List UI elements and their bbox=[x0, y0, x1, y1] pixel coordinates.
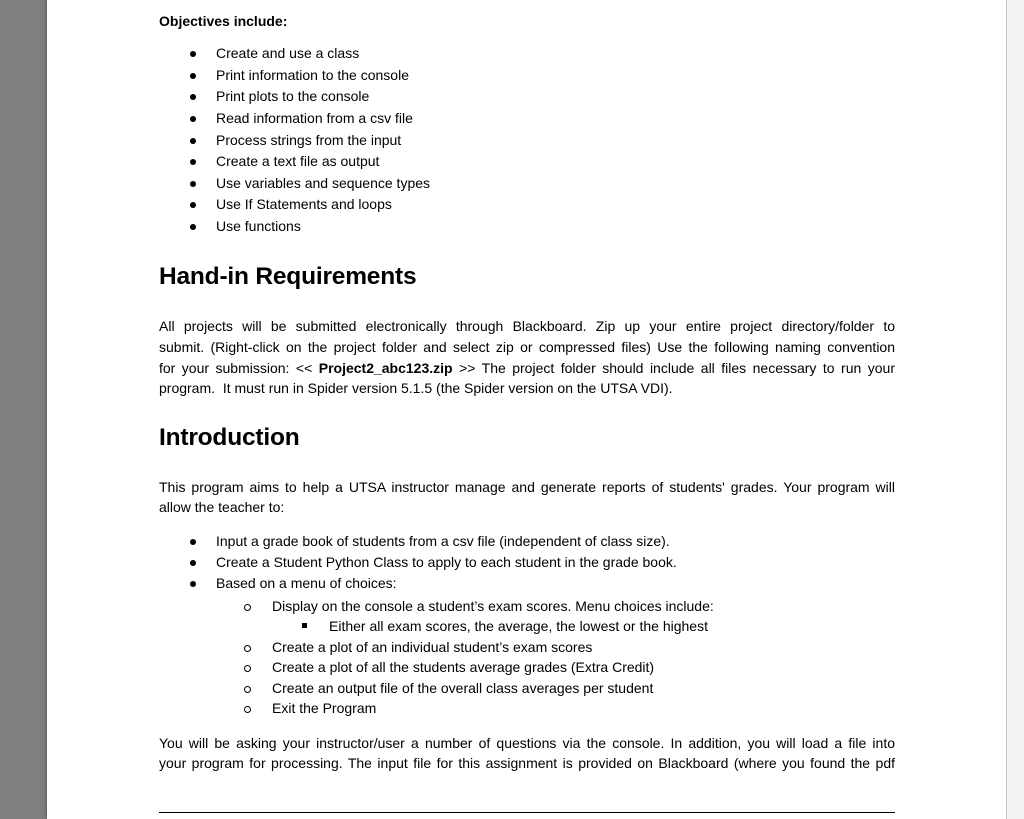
intro-line: This program aims to help a UTSA instructor manage and generate reports of students' grades. Your program will bbox=[159, 479, 895, 495]
sub-list-item-text: Create a plot of all the students average grades (Extra Credit) bbox=[272, 659, 655, 675]
bullet-dot-icon bbox=[190, 560, 196, 566]
sub-list-item-text: Create an output file of the overall class averages per student bbox=[272, 680, 654, 696]
bullet-circle-icon bbox=[244, 706, 251, 713]
introduction-heading: Introduction bbox=[159, 424, 300, 451]
bullet-dot-icon bbox=[190, 539, 196, 545]
bullet-circle-icon bbox=[244, 604, 251, 611]
list-item-text: Process strings from the input bbox=[216, 132, 402, 148]
list-item-text: Based on a menu of choices: bbox=[216, 575, 397, 591]
handin-line-text: for your submission: << bbox=[159, 360, 319, 376]
bullet-dot-icon bbox=[190, 224, 196, 230]
handin-line: All projects will be submitted electronically through Blackboard. Zip up your entire project directory/folder to bbox=[159, 318, 895, 334]
bullet-dot-icon bbox=[190, 51, 196, 57]
bullet-dot-icon bbox=[190, 116, 196, 122]
bullet-dot-icon bbox=[190, 581, 196, 587]
bullet-dot-icon bbox=[190, 159, 196, 165]
handin-line-text: It must run in Spider version 5.1.5 (the Spider version on the UTSA VDI). bbox=[222, 380, 673, 396]
handin-line bbox=[159, 378, 895, 399]
sub-list-item-text: Exit the Program bbox=[272, 700, 377, 716]
list-item-text: Read information from a csv file bbox=[216, 110, 413, 126]
bullet-dot-icon bbox=[190, 94, 196, 100]
handin-line: submit. (Right-click on the project folder and select zip or compressed files) Use the following naming convention bbox=[159, 339, 895, 355]
right-page-edge bbox=[1006, 0, 1024, 819]
list-item-text: Print information to the console bbox=[216, 67, 409, 83]
list-item-text: Create a Student Python Class to apply to each student in the grade book. bbox=[216, 554, 677, 570]
sub-list-item-text: Create a plot of an individual student’s exam scores bbox=[272, 639, 593, 655]
bullet-dot-icon bbox=[190, 202, 196, 208]
bullet-dot-icon bbox=[190, 181, 196, 187]
bullet-circle-icon bbox=[244, 665, 251, 672]
list-item-text: Create a text file as output bbox=[216, 153, 380, 169]
bullet-dot-icon bbox=[190, 138, 196, 144]
sub-sub-list-item-text: Either all exam scores, the average, the lowest or the highest bbox=[329, 618, 708, 634]
handin-heading: Hand-in Requirements bbox=[159, 263, 417, 290]
closing-line: your program for processing. The input file for this assignment is provided on Blackboard (where you found the pdf bbox=[159, 755, 895, 771]
bullet-square-icon bbox=[302, 623, 307, 628]
list-item-text: Create and use a class bbox=[216, 45, 360, 61]
handin-line-text: program. bbox=[159, 380, 216, 396]
list-item-text: Use variables and sequence types bbox=[216, 175, 431, 191]
bullet-circle-icon bbox=[244, 686, 251, 693]
sub-list-item-text: Display on the console a student’s exam scores. Menu choices include: bbox=[272, 598, 714, 614]
list-item-text: Input a grade book of students from a csv file (independent of class size). bbox=[216, 533, 670, 549]
bullet-circle-icon bbox=[244, 645, 251, 652]
handin-line-text: >> The project folder should include all files necessary to run your bbox=[452, 360, 895, 376]
handin-line bbox=[159, 358, 895, 379]
list-item-text: Print plots to the console bbox=[216, 88, 370, 104]
footer-rule bbox=[159, 812, 895, 813]
closing-line: You will be asking your instructor/user a number of questions via the console. In addition, you will load a file into bbox=[159, 735, 895, 751]
list-item-text: Use functions bbox=[216, 218, 301, 234]
list-item-text: Use If Statements and loops bbox=[216, 196, 392, 212]
objectives-heading: Objectives include: bbox=[159, 13, 288, 29]
bullet-dot-icon bbox=[190, 73, 196, 79]
submission-filename: Project2_abc123.zip bbox=[318, 360, 453, 376]
intro-line: allow the teacher to: bbox=[159, 499, 285, 515]
